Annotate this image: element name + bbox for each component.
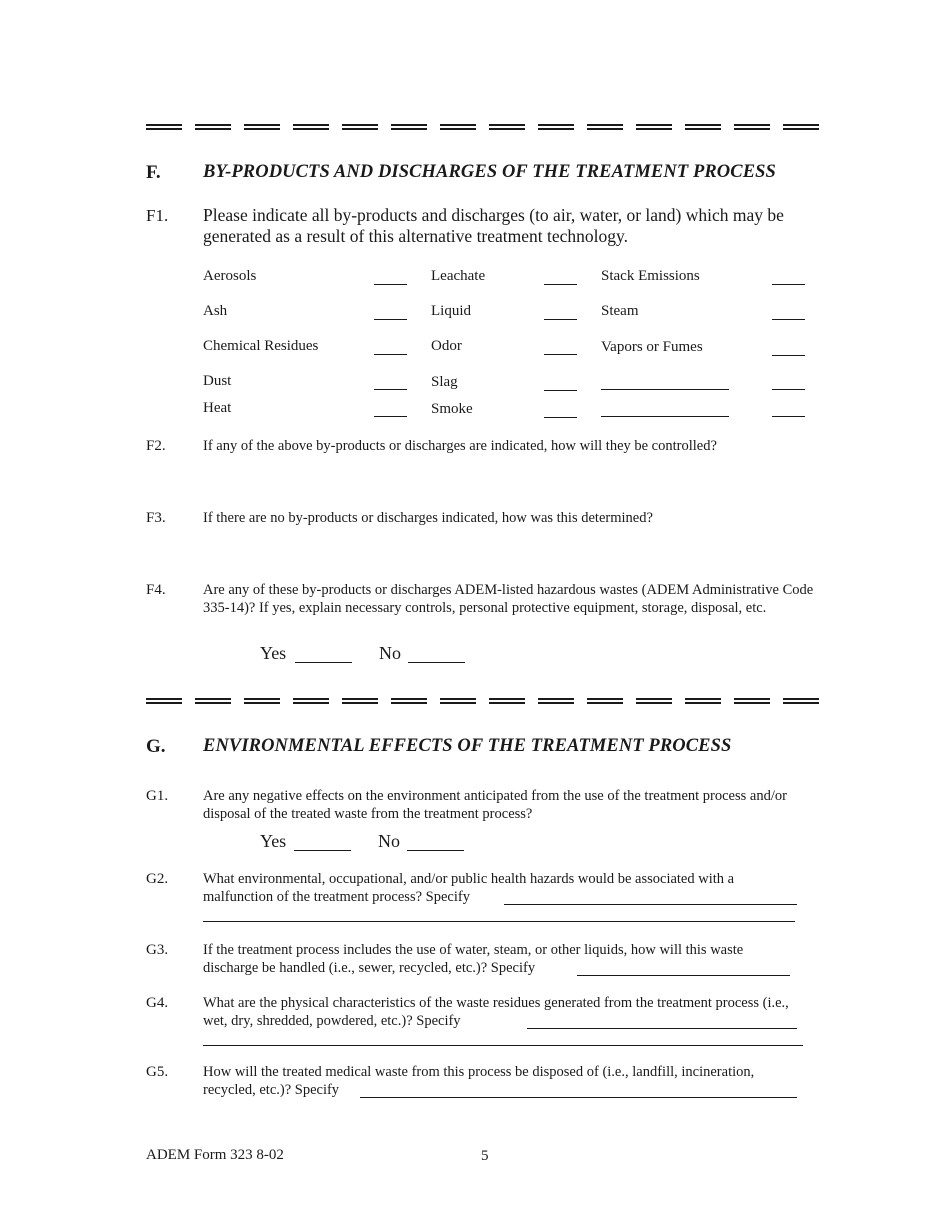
f1-number: F1.	[146, 206, 169, 225]
f2-question: If any of the above by-products or discharges are indicated, how will they be controlled?	[203, 438, 717, 454]
page-number: 5	[481, 1148, 489, 1164]
item-leachate: Leachate	[431, 268, 486, 284]
checkbox-blank-slag[interactable]	[544, 390, 577, 391]
item-heat: Heat	[203, 400, 232, 416]
g1-no-blank[interactable]	[407, 850, 464, 851]
g4-number: G4.	[146, 995, 169, 1011]
item-aerosols: Aerosols	[203, 268, 257, 284]
section-divider	[146, 124, 819, 130]
g1-question: Are any negative effects on the environment anticipated from the use of the treatment process and/or disposal of the treated waste from the treatment process?	[203, 788, 787, 822]
other-item-field-2[interactable]	[601, 416, 729, 417]
form-identifier: ADEM Form 323 8-02	[146, 1147, 284, 1163]
section-f-letter: F.	[146, 162, 161, 183]
checkbox-blank-steam[interactable]	[772, 319, 805, 320]
item-steam: Steam	[601, 303, 639, 319]
g4-specify-field[interactable]	[527, 1028, 797, 1029]
section-f-title: BY-PRODUCTS AND DISCHARGES OF THE TREATMENT PROCESS	[203, 162, 776, 182]
f4-number: F4.	[146, 582, 166, 598]
g4-question: What are the physical characteristics of the waste residues generated from the treatment process (i.e., wet, dry, shredded, powdered, etc.)? Specify	[203, 995, 789, 1029]
checkbox-blank-liquid[interactable]	[544, 319, 577, 320]
g1-number: G1.	[146, 788, 169, 804]
g2-question: What environmental, occupational, and/or public health hazards would be associated with a malfunction of the treatment process? Specify	[203, 871, 735, 905]
item-slag: Slag	[431, 374, 458, 390]
item-vapors-or-fumes: Vapors or Fumes	[601, 339, 703, 355]
item-chemical-residues: Chemical Residues	[203, 338, 319, 354]
section-g-title: ENVIRONMENTAL EFFECTS OF THE TREATMENT PROCESS	[203, 736, 732, 756]
g5-number: G5.	[146, 1064, 169, 1080]
f2-number: F2.	[146, 438, 166, 454]
g3-number: G3.	[146, 942, 169, 958]
g5-question: How will the treated medical waste from this process be disposed of (i.e., landfill, incineration, recycled, etc.)? Specify	[203, 1064, 755, 1098]
item-odor: Odor	[431, 338, 462, 354]
checkbox-blank-leachate[interactable]	[544, 284, 577, 285]
item-ash: Ash	[203, 303, 228, 319]
section-g-letter: G.	[146, 736, 166, 757]
section-divider	[146, 698, 819, 704]
checkbox-blank-other-1[interactable]	[772, 389, 805, 390]
item-liquid: Liquid	[431, 303, 471, 319]
checkbox-blank-vapors-or-fumes[interactable]	[772, 355, 805, 356]
other-item-field-1[interactable]	[601, 389, 729, 390]
checkbox-blank-smoke[interactable]	[544, 417, 577, 418]
checkbox-blank-other-2[interactable]	[772, 416, 805, 417]
g1-no-label: No	[378, 831, 400, 851]
g2-specify-field[interactable]	[504, 904, 797, 905]
checkbox-blank-chemical-residues[interactable]	[374, 354, 407, 355]
f4-yes-label: Yes	[260, 643, 287, 663]
checkbox-blank-stack-emissions[interactable]	[772, 284, 805, 285]
g4-answer-line[interactable]	[203, 1045, 803, 1046]
checkbox-blank-odor[interactable]	[544, 354, 577, 355]
f4-question: Are any of these by-products or discharges ADEM-listed hazardous wastes (ADEM Administrative Code 335-14)? If yes, explain necessary controls, personal protective equipment, storage, disposal, etc.	[203, 582, 814, 616]
f1-question: Please indicate all by-products and discharges (to air, water, or land) which may be generated as a result of this alternative treatment technology.	[203, 205, 784, 246]
g3-specify-field[interactable]	[577, 975, 790, 976]
f3-question: If there are no by-products or discharges indicated, how was this determined?	[203, 510, 653, 526]
checkbox-blank-heat[interactable]	[374, 416, 407, 417]
g3-question: If the treatment process includes the use of water, steam, or other liquids, how will this waste discharge be handled (i.e., sewer, recycled, etc.)? Specify	[203, 942, 744, 976]
checkbox-blank-aerosols[interactable]	[374, 284, 407, 285]
item-stack-emissions: Stack Emissions	[601, 268, 700, 284]
f4-no-blank[interactable]	[408, 662, 465, 663]
item-smoke: Smoke	[431, 401, 473, 417]
g1-yes-label: Yes	[260, 831, 287, 851]
f3-number: F3.	[146, 510, 166, 526]
checkbox-blank-ash[interactable]	[374, 319, 407, 320]
g2-answer-line[interactable]	[203, 921, 795, 922]
item-dust: Dust	[203, 373, 232, 389]
g2-number: G2.	[146, 871, 169, 887]
checkbox-blank-dust[interactable]	[374, 389, 407, 390]
g1-yes-blank[interactable]	[294, 850, 351, 851]
f4-yes-blank[interactable]	[295, 662, 352, 663]
f4-no-label: No	[379, 643, 401, 663]
g5-specify-field[interactable]	[360, 1097, 797, 1098]
